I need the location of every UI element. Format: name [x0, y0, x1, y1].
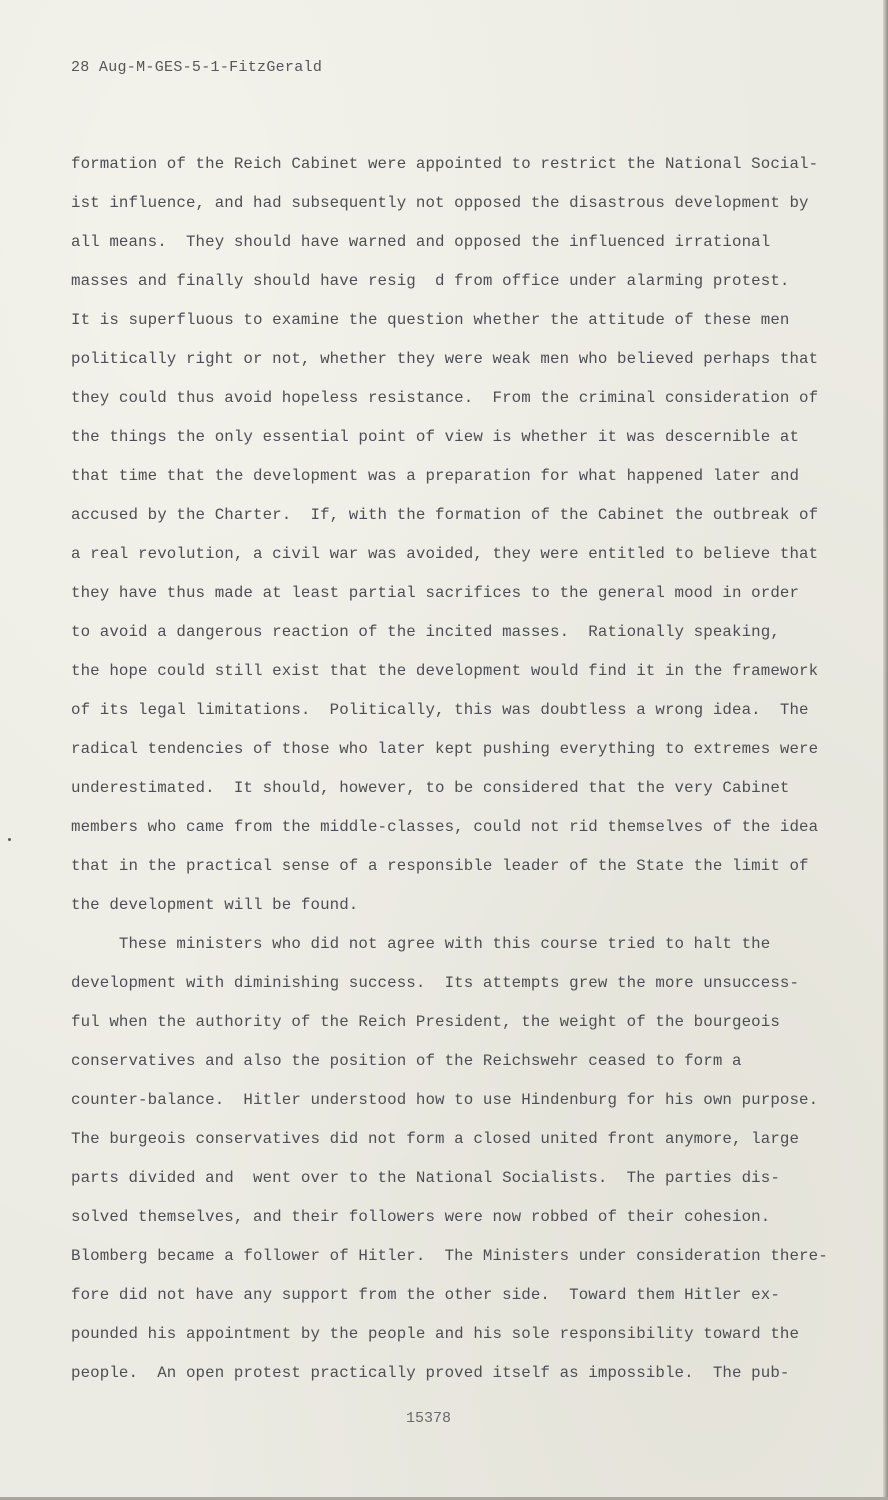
margin-dot — [8, 838, 11, 841]
body-line: These ministers who did not agree with this course tried to halt the — [71, 935, 771, 953]
body-line: that time that the development was a preparation for what happened later and — [71, 467, 800, 485]
body-line: of its legal limitations. Politically, this was doubtless a wrong idea. The — [71, 701, 809, 719]
body-line: The burgeois conservatives did not form a closed united front anymore, large — [71, 1130, 800, 1148]
body-line: people. An open protest practically proved itself as impossible. The pub- — [71, 1364, 790, 1382]
page-number: 15378 — [406, 1410, 452, 1427]
body-line: conservatives and also the position of the Reichswehr ceased to form a — [71, 1052, 742, 1070]
body-line: a real revolution, a civil war was avoided, they were entitled to believe that — [71, 545, 819, 563]
body-line: radical tendencies of those who later kept pushing everything to extremes were — [71, 740, 819, 758]
document-header: 28 Aug-M-GES-5-1-FitzGerald — [71, 59, 323, 76]
body-line: the development will be found. — [71, 896, 359, 914]
body-line: Blomberg became a follower of Hitler. The Ministers under consideration there- — [71, 1247, 828, 1265]
document-body — [71, 153, 831, 1401]
body-line: fore did not have any support from the other side. Toward them Hitler ex- — [71, 1286, 780, 1304]
body-line: pounded his appointment by the people and his sole responsibility toward the — [71, 1325, 800, 1343]
body-line: It is superfluous to examine the question whether the attitude of these men — [71, 311, 790, 329]
body-line: underestimated. It should, however, to be considered that the very Cabinet — [71, 779, 790, 797]
body-line: the things the only essential point of view is whether it was descernible at — [71, 428, 800, 446]
body-line: members who came from the middle-classes, could not rid themselves of the idea — [71, 818, 819, 836]
body-line: development with diminishing success. Its attempts grew the more unsuccess- — [71, 974, 800, 992]
body-line: they could thus avoid hopeless resistance. From the criminal consideration of — [71, 389, 819, 407]
body-line: they have thus made at least partial sacrifices to the general mood in order — [71, 584, 800, 602]
body-line: masses and finally should have resig d from office under alarming protest. — [71, 272, 790, 290]
page-edge-shadow — [883, 0, 888, 1500]
body-line: that in the practical sense of a responsible leader of the State the limit of — [71, 857, 809, 875]
body-line: to avoid a dangerous reaction of the incited masses. Rationally speaking, — [71, 623, 780, 641]
body-line: accused by the Charter. If, with the formation of the Cabinet the outbreak of — [71, 506, 819, 524]
body-line: parts divided and went over to the National Socialists. The parties dis- — [71, 1169, 780, 1187]
body-line: formation of the Reich Cabinet were appointed to restrict the National Social- — [71, 155, 819, 173]
body-line: counter-balance. Hitler understood how to use Hindenburg for his own purpose. — [71, 1091, 819, 1109]
body-line: politically right or not, whether they were weak men who believed perhaps that — [71, 350, 819, 368]
body-line: the hope could still exist that the development would find it in the framework — [71, 662, 819, 680]
body-line: ist influence, and had subsequently not opposed the disastrous development by — [71, 194, 809, 212]
body-line: all means. They should have warned and opposed the influenced irrational — [71, 233, 771, 251]
body-line: ful when the authority of the Reich President, the weight of the bourgeois — [71, 1013, 780, 1031]
body-line: solved themselves, and their followers were now robbed of their cohesion. — [71, 1208, 771, 1226]
